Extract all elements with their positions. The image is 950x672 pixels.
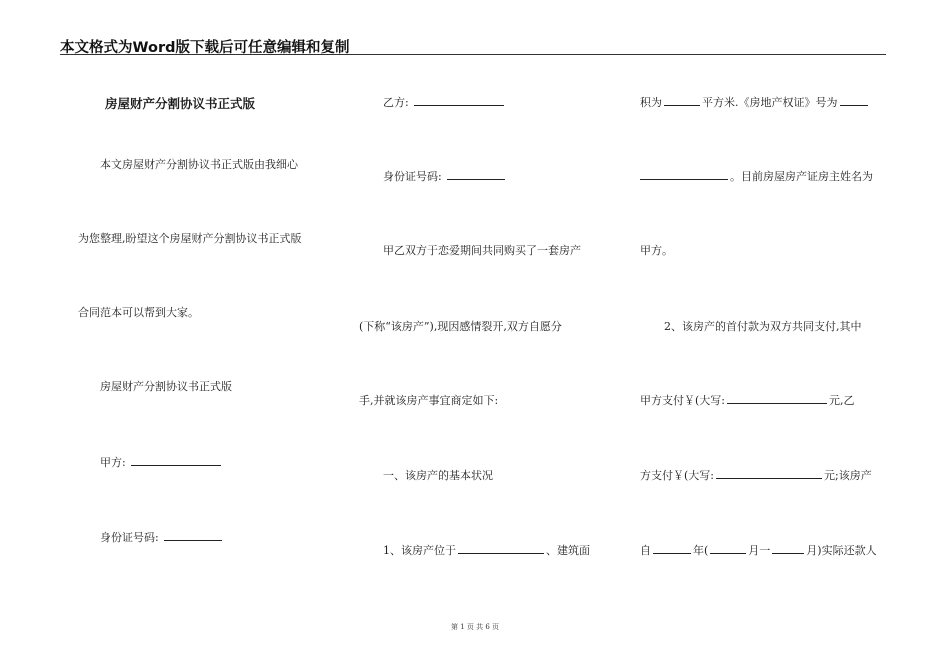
intro-line-1: 本文房屋财产分割协议书正式版由我细心 xyxy=(100,158,298,171)
id-b-label: 身份证号码: xyxy=(383,170,442,183)
item-1-text-a: 1、该房产位于 xyxy=(383,544,456,557)
month-start-blank xyxy=(710,543,746,554)
col3-line-7-d: 月)实际还款人 xyxy=(806,544,877,557)
header-divider xyxy=(60,54,886,55)
col3-line-7-a: 自 xyxy=(640,544,651,557)
item-1-blank xyxy=(458,543,544,554)
id-b-blank xyxy=(447,169,505,180)
area-blank xyxy=(664,95,700,106)
col3-line-7-c: 月一 xyxy=(748,544,771,557)
col3-line-7-b: 年( xyxy=(693,544,709,557)
party-a-blank xyxy=(131,455,221,466)
id-a-blank xyxy=(164,530,222,541)
col3-line-5-b: 元,乙 xyxy=(829,394,855,407)
intro-line-2: 为您整理,盼望这个房屋财产分割协议书正式版 xyxy=(78,232,302,245)
col3-line-2 xyxy=(640,168,873,184)
col3-line-5 xyxy=(640,392,855,408)
party-a-line xyxy=(100,454,223,470)
col3-line-4: 2、该房产的首付款为双方共同支付,其中 xyxy=(664,320,862,333)
intro-line-3: 合同范本可以帮到大家。 xyxy=(78,306,199,319)
col3-line-6 xyxy=(640,467,872,483)
id-a-label: 身份证号码: xyxy=(100,531,159,544)
id-a-line xyxy=(100,529,224,545)
certificate-number-blank xyxy=(840,95,868,106)
party-b-label: 乙方: xyxy=(383,96,409,109)
header-title: 本文格式为Word版下载后可任意编辑和复制 xyxy=(60,40,350,56)
col3-line-3: 甲方。 xyxy=(640,244,673,257)
subtitle-line: 房屋财产分割协议书正式版 xyxy=(100,380,232,393)
para-line-3: 手,并就该房产事宜商定如下: xyxy=(359,394,499,407)
para-line-1: 甲乙双方于恋爱期间共同购买了一套房产 xyxy=(383,244,581,257)
party-b-line xyxy=(383,94,506,110)
party-b-blank xyxy=(414,95,504,106)
id-b-line xyxy=(383,168,507,184)
item-1-text-b: 、建筑面 xyxy=(546,544,590,557)
col3-line-6-b: 元;该房产 xyxy=(824,469,872,482)
col3-line-1 xyxy=(640,94,870,110)
col3-line-5-a: 甲方支付￥(大写: xyxy=(640,394,725,407)
col3-line-1-b: 平方米.《房地产权证》号为 xyxy=(702,96,838,109)
col3-line-6-a: 方支付￥(大写: xyxy=(640,469,714,482)
col3-line-2-b: 。目前房屋房产证房主姓名为 xyxy=(730,170,873,183)
col3-line-7 xyxy=(640,542,877,558)
party-a-amount-blank xyxy=(727,393,827,404)
page-footer: 第 1 页 共 6 页 xyxy=(450,623,500,631)
document-title: 房屋财产分割协议书正式版 xyxy=(105,96,256,111)
certificate-blank xyxy=(640,169,728,180)
section-heading-1: 一、该房产的基本状况 xyxy=(383,469,493,482)
year-blank xyxy=(653,543,691,554)
para-line-2: (下称“该房产”),现因感情裂开,双方自愿分 xyxy=(359,320,562,333)
month-end-blank xyxy=(772,543,804,554)
col3-line-1-a: 积为 xyxy=(640,96,662,109)
party-b-amount-blank xyxy=(716,468,822,479)
item-1-line xyxy=(383,542,590,558)
party-a-label: 甲方: xyxy=(100,456,126,469)
